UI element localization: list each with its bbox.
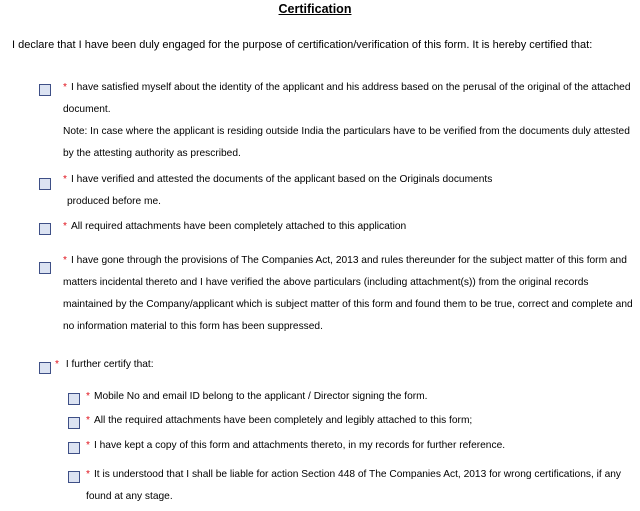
sub-item-text-liability: It is understood that I shall be liable for action Section 448 of The Companies Act, 2013 for wrong certifications, if any found at any stage. [86, 469, 621, 502]
checkbox-provisions[interactable] [39, 262, 51, 274]
required-marker: * [63, 221, 67, 232]
sub-item-text-copy-kept: I have kept a copy of this form and attachments thereto, in my records for further reference. [93, 440, 506, 451]
note-text: Note: In case where the applicant is residing outside India the particulars have to be verified from the documents duly attested by the attesting authority as prescribed. [63, 126, 630, 159]
intro-text: I declare that I have been duly engaged for the purpose of certification/verification of this form. It is hereby certified that: [12, 39, 593, 51]
checkbox-copy-kept[interactable] [68, 442, 80, 454]
checkbox-attachments[interactable] [39, 223, 51, 235]
item-text-verified: I have verified and attested the documents of the applicant based on the Originals documents [70, 174, 493, 185]
required-marker: * [63, 82, 67, 93]
checkbox-verified[interactable] [39, 178, 51, 190]
required-marker: * [55, 359, 59, 370]
sub-item-text-legible-attachments: All the required attachments have been completely and legibly attached to this form; [93, 415, 473, 426]
checkbox-identity[interactable] [39, 84, 51, 96]
required-marker: * [86, 469, 90, 480]
required-marker: * [63, 255, 67, 266]
item-text-identity: I have satisfied myself about the identity of the applicant and his address based on the perusal of the original of the attached document. [63, 82, 631, 115]
required-marker: * [86, 440, 90, 451]
checkbox-mobile-email[interactable] [68, 393, 80, 405]
sub-item-text-mobile-email: Mobile No and email ID belong to the applicant / Director signing the form. [93, 391, 428, 402]
required-marker: * [86, 391, 90, 402]
item-text-verified-continuation: produced before me. [67, 196, 162, 207]
required-marker: * [86, 415, 90, 426]
checkbox-legible-attachments[interactable] [68, 417, 80, 429]
page-title: Certification [278, 2, 352, 16]
required-marker: * [63, 174, 67, 185]
item-text-provisions: I have gone through the provisions of The Companies Act, 2013 and rules thereunder for the subject matter of this form and matters incidental thereto and I have verified the above particulars (including attachment(s)) from the original records maintained by the Company/applicant which is subject matter of this form and found them to be true, correct and complete and no information material to this form has been suppressed. [63, 255, 633, 332]
item-text-further: I further certify that: [65, 359, 154, 370]
item-text-attachments: All required attachments have been completely attached to this application [70, 221, 407, 232]
checkbox-further-certify[interactable] [39, 362, 51, 374]
checkbox-liability[interactable] [68, 471, 80, 483]
